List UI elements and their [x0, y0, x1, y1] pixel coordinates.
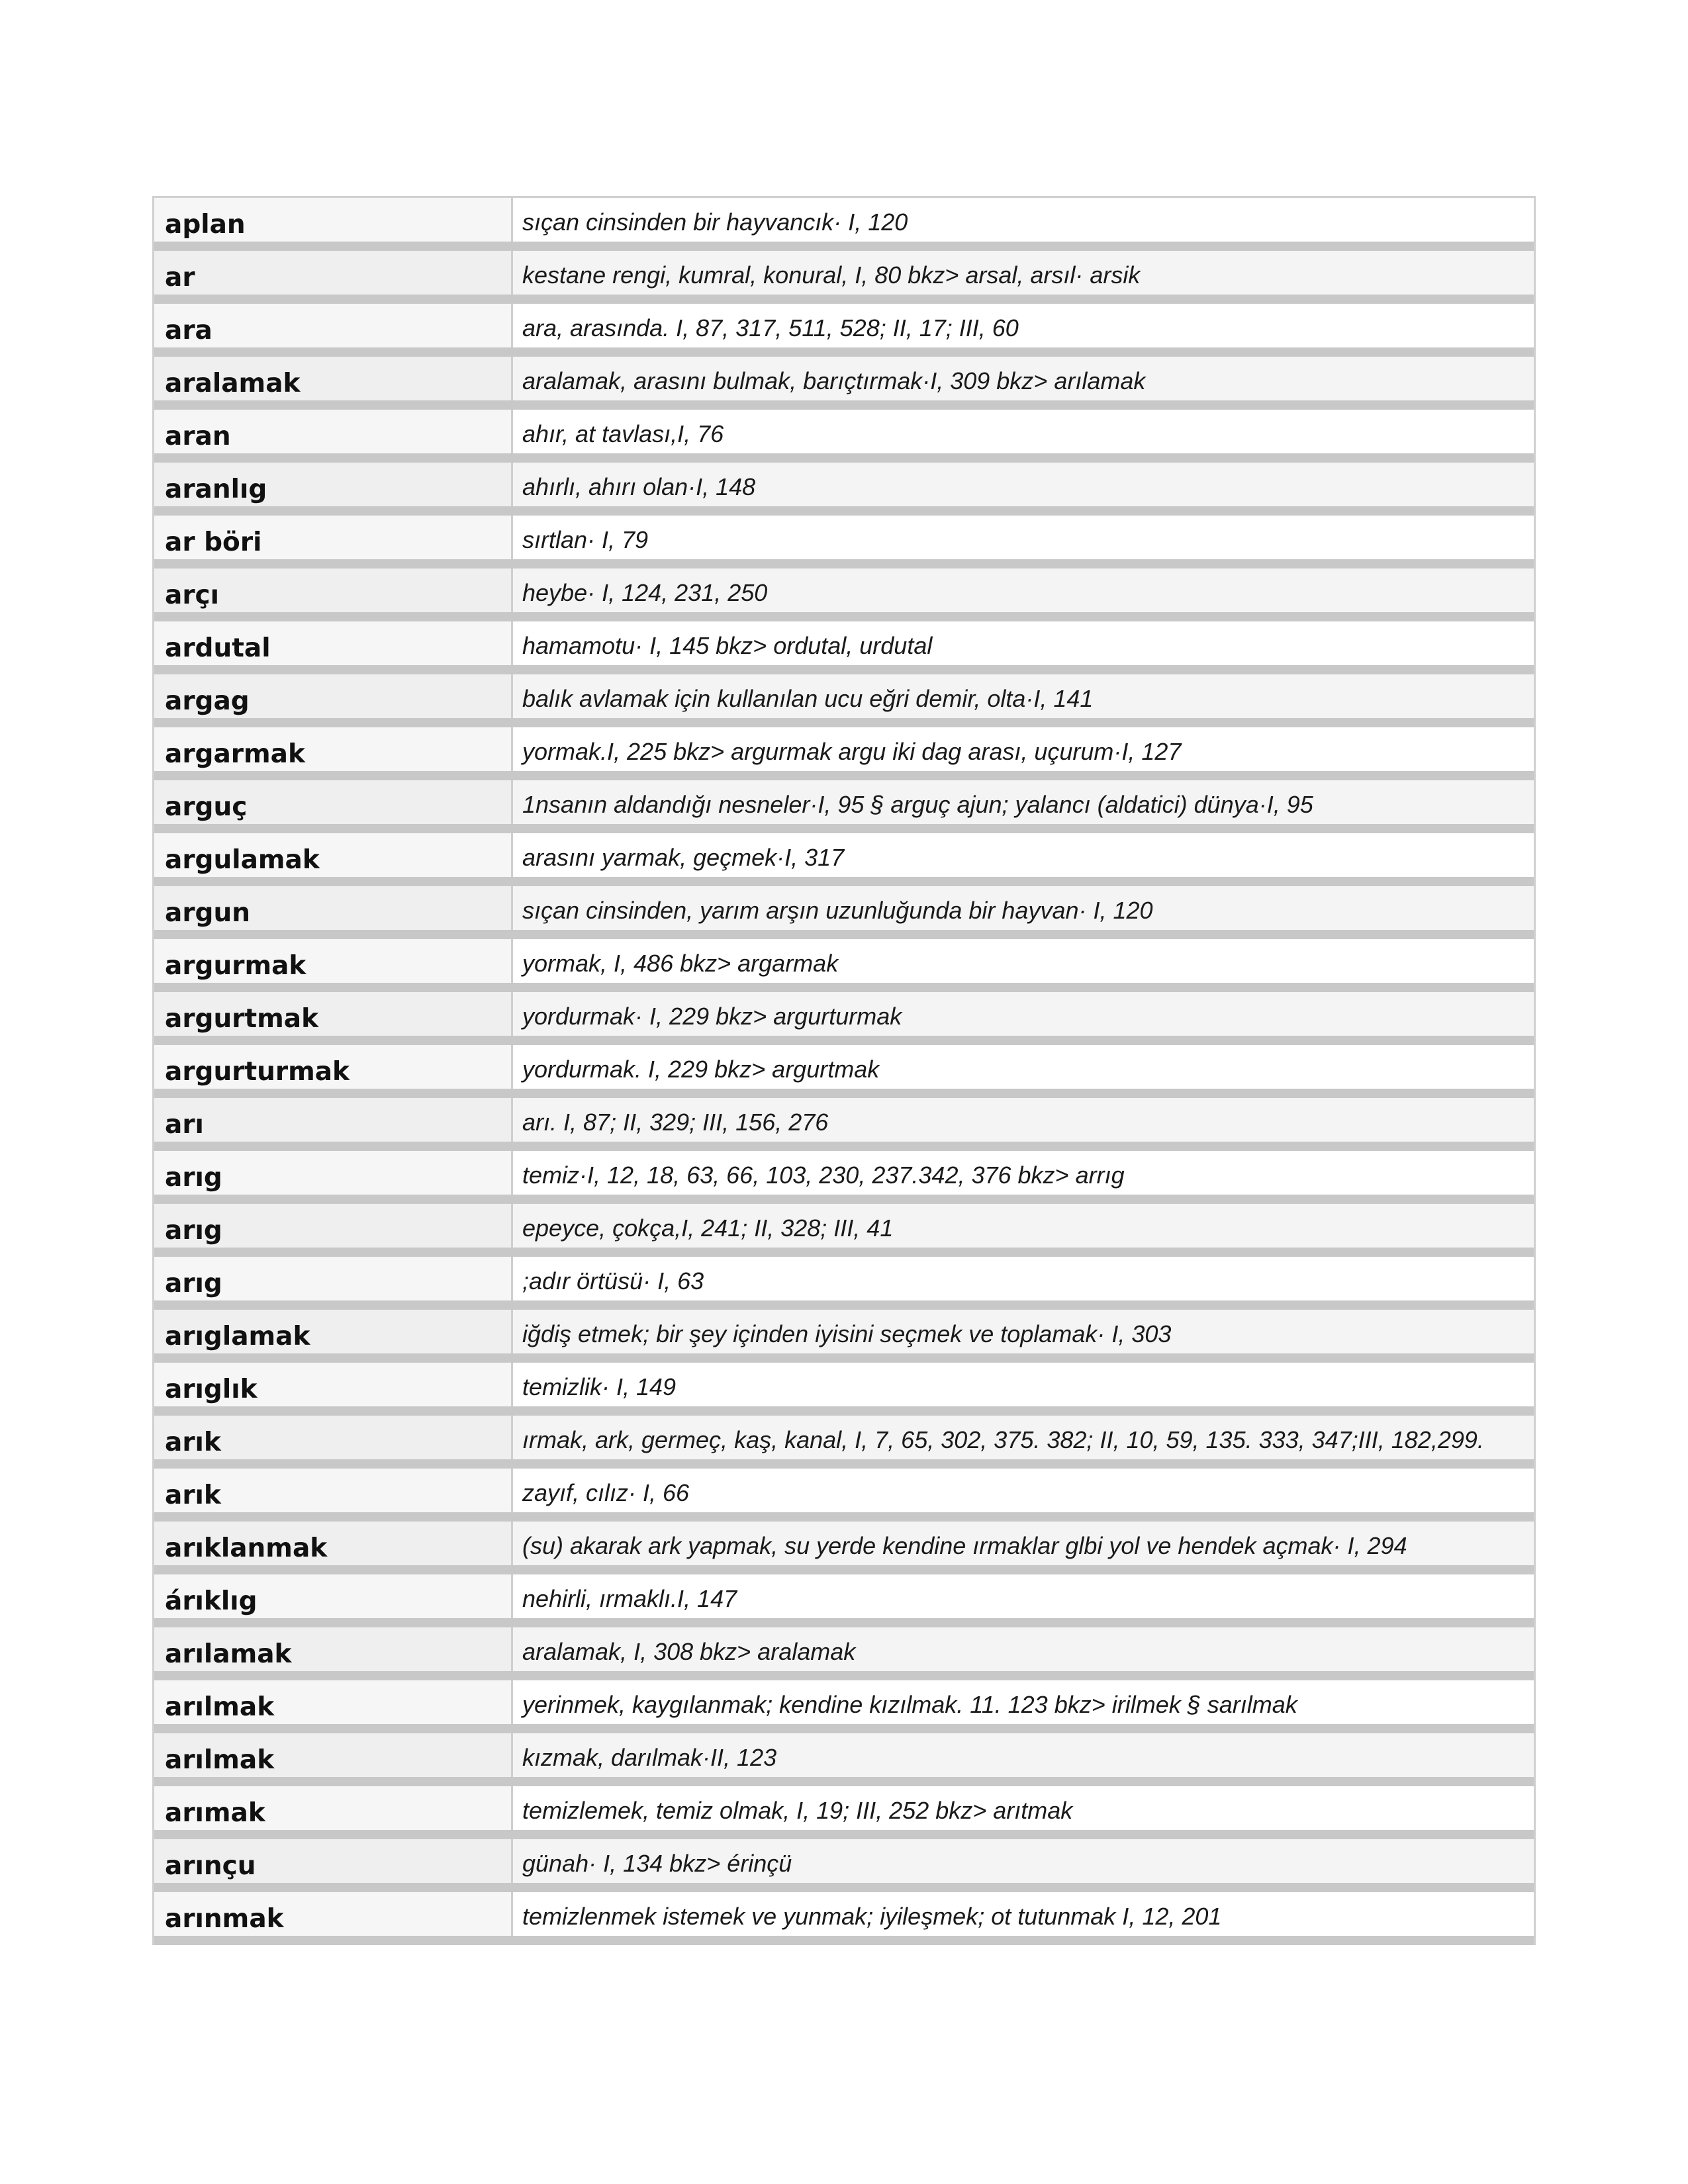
entry-definition: sıçan cinsinden bir hayvancık· I, 120 — [513, 198, 1534, 242]
entry-definition: temizlenmek istemek ve yunmak; iyileşmek; ot tutunmak I, 12, 201 — [513, 1892, 1534, 1936]
entry-term: arınmak — [154, 1892, 513, 1936]
entry-term: arçı — [154, 569, 513, 612]
table-row — [154, 1680, 1534, 1733]
entry-definition: yormak.I, 225 bkz> argurmak argu iki dag arası, uçurum·I, 127 — [513, 727, 1534, 771]
table-row — [154, 463, 1534, 516]
entry-definition: epeyce, çokça,I, 241; II, 328; III, 41 — [513, 1204, 1534, 1248]
table-row — [154, 780, 1534, 833]
entry-definition: arı. I, 87; II, 329; III, 156, 276 — [513, 1098, 1534, 1142]
table-row — [154, 304, 1534, 357]
entry-definition: ahır, at tavlası,I, 76 — [513, 410, 1534, 453]
entry-term: arıg — [154, 1204, 513, 1248]
entry-definition: arasını yarmak, geçmek·I, 317 — [513, 833, 1534, 877]
entry-term: arılmak — [154, 1733, 513, 1777]
table-row — [154, 1574, 1534, 1627]
entry-definition: ;adır örtüsü· I, 63 — [513, 1257, 1534, 1300]
entry-definition: kestane rengi, kumral, konural, I, 80 bkz> arsal, arsıl· arsik — [513, 251, 1534, 295]
table-row — [154, 939, 1534, 992]
entry-definition: temizlemek, temiz olmak, I, 19; III, 252 bkz> arıtmak — [513, 1786, 1534, 1830]
entry-term: arıklanmak — [154, 1522, 513, 1565]
entry-term: aplan — [154, 198, 513, 242]
entry-definition: zayıf, cılız· I, 66 — [513, 1469, 1534, 1512]
table-row — [154, 357, 1534, 410]
entry-term: argurmak — [154, 939, 513, 983]
table-row — [154, 1469, 1534, 1522]
entry-definition: sırtlan· I, 79 — [513, 516, 1534, 559]
entry-term: ara — [154, 304, 513, 347]
table-row — [154, 251, 1534, 304]
entry-definition: ırmak, ark, germeç, kaş, kanal, I, 7, 65, 302, 375. 382; II, 10, 59, 135. 333, 347;III, 182,299. — [513, 1416, 1534, 1459]
entry-definition: iğdiş etmek; bir şey içinden iyisini seçmek ve toplamak· I, 303 — [513, 1310, 1534, 1353]
table-row — [154, 1786, 1534, 1839]
entry-term: arıglık — [154, 1363, 513, 1406]
table-row — [154, 674, 1534, 727]
table-row — [154, 198, 1534, 251]
entry-definition: yormak, I, 486 bkz> argarmak — [513, 939, 1534, 983]
entry-term: argarmak — [154, 727, 513, 771]
table-row — [154, 569, 1534, 621]
table-row — [154, 1045, 1534, 1098]
entry-term: argurturmak — [154, 1045, 513, 1089]
entry-term: argag — [154, 674, 513, 718]
entry-definition: aralamak, I, 308 bkz> aralamak — [513, 1627, 1534, 1671]
table-row — [154, 1892, 1534, 1945]
entry-term: aranlıg — [154, 463, 513, 506]
table-row — [154, 410, 1534, 463]
entry-term: ar böri — [154, 516, 513, 559]
entry-term: arıglamak — [154, 1310, 513, 1353]
entry-term: aran — [154, 410, 513, 453]
entry-definition: sıçan cinsinden, yarım arşın uzunluğunda bir hayvan· I, 120 — [513, 886, 1534, 930]
entry-definition: günah· I, 134 bkz> érinçü — [513, 1839, 1534, 1883]
table-row — [154, 992, 1534, 1045]
entry-definition: nehirli, ırmaklı.I, 147 — [513, 1574, 1534, 1618]
table-row — [154, 1204, 1534, 1257]
entry-term: arı — [154, 1098, 513, 1142]
entry-term: aralamak — [154, 357, 513, 400]
entry-definition: balık avlamak için kullanılan ucu eğri demir, olta·I, 141 — [513, 674, 1534, 718]
table-row — [154, 516, 1534, 569]
table-row — [154, 1627, 1534, 1680]
table-row — [154, 1839, 1534, 1892]
table-row — [154, 1733, 1534, 1786]
entry-definition: temiz·I, 12, 18, 63, 66, 103, 230, 237.342, 376 bkz> arrıg — [513, 1151, 1534, 1195]
entry-definition: yordurmak. I, 229 bkz> argurtmak — [513, 1045, 1534, 1089]
entry-term: arıg — [154, 1257, 513, 1300]
table-row — [154, 1098, 1534, 1151]
table-row — [154, 1522, 1534, 1574]
entry-definition: kızmak, darılmak·II, 123 — [513, 1733, 1534, 1777]
entry-term: arık — [154, 1469, 513, 1512]
entry-term: arık — [154, 1416, 513, 1459]
entry-definition: heybe· I, 124, 231, 250 — [513, 569, 1534, 612]
entry-term: argulamak — [154, 833, 513, 877]
table-row — [154, 1310, 1534, 1363]
table-row — [154, 1416, 1534, 1469]
entry-definition: ahırlı, ahırı olan·I, 148 — [513, 463, 1534, 506]
entry-definition: temizlik· I, 149 — [513, 1363, 1534, 1406]
entry-term: arınçu — [154, 1839, 513, 1883]
entry-term: arguç — [154, 780, 513, 824]
entry-definition: ara, arasında. I, 87, 317, 511, 528; II, 17; III, 60 — [513, 304, 1534, 347]
table-row — [154, 727, 1534, 780]
entry-definition: hamamotu· I, 145 bkz> ordutal, urdutal — [513, 621, 1534, 665]
entry-definition: aralamak, arasını bulmak, barıçtırmak·I, 309 bkz> arılamak — [513, 357, 1534, 400]
entry-definition: yerinmek, kaygılanmak; kendine kızılmak. 11. 123 bkz> irilmek § sarılmak — [513, 1680, 1534, 1724]
entry-term: ar — [154, 251, 513, 295]
table-row — [154, 1363, 1534, 1416]
table-row — [154, 1151, 1534, 1204]
entry-definition: (su) akarak ark yapmak, su yerde kendine ırmaklar glbi yol ve hendek açmak· I, 294 — [513, 1522, 1534, 1565]
table-row — [154, 621, 1534, 674]
entry-term: ardutal — [154, 621, 513, 665]
dictionary-table — [152, 196, 1536, 1945]
entry-definition: 1nsanın aldandığı nesneler·I, 95 § arguç ajun; yalancı (aldatici) dünya·I, 95 — [513, 780, 1534, 824]
entry-term: arılmak — [154, 1680, 513, 1724]
entry-term: árıklıg — [154, 1574, 513, 1618]
entry-definition: yordurmak· I, 229 bkz> argurturmak — [513, 992, 1534, 1036]
table-row — [154, 886, 1534, 939]
entry-term: argurtmak — [154, 992, 513, 1036]
table-row — [154, 833, 1534, 886]
entry-term: arıg — [154, 1151, 513, 1195]
entry-term: arılamak — [154, 1627, 513, 1671]
entry-term: arımak — [154, 1786, 513, 1830]
table-row — [154, 1257, 1534, 1310]
entry-term: argun — [154, 886, 513, 930]
